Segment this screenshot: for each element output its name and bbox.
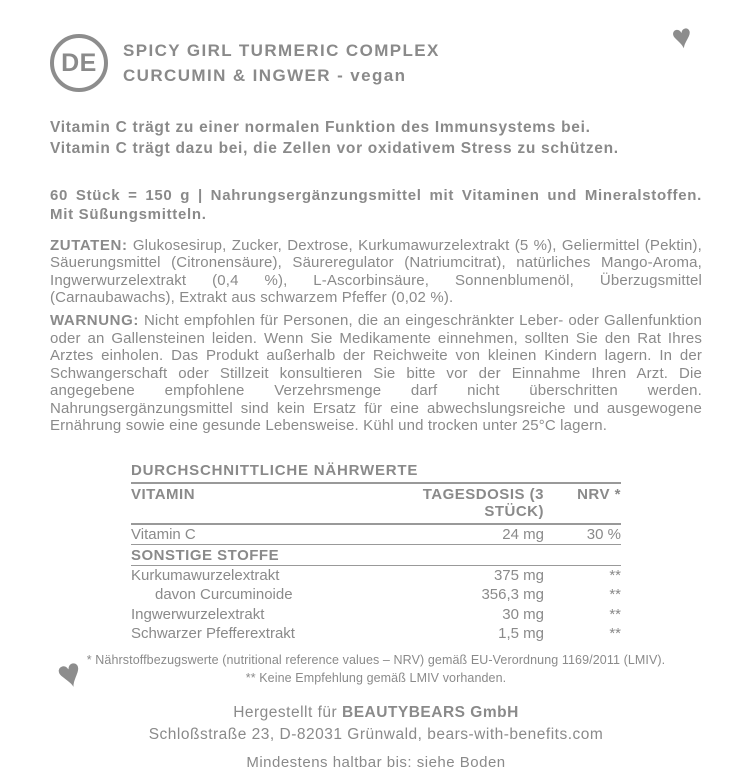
- warning-paragraph: [50, 312, 702, 435]
- company-name: BEAUTYBEARS GmbH: [342, 704, 519, 722]
- table-section-other-substances: SONSTIGE STOFFE: [131, 545, 621, 566]
- ingredients-paragraph: [50, 237, 702, 307]
- manufacturer-line: [50, 702, 702, 724]
- nutrient-nrv: **: [609, 624, 621, 642]
- footnote-no-recommendation: ** Keine Empfehlung gemäß LMIV vorhanden.: [245, 670, 507, 685]
- product-title: SPICY GIRL TURMERIC COMPLEX: [123, 40, 440, 60]
- nutrient-label: Ingwerwurzelextrakt: [131, 605, 265, 623]
- nutrient-nrv: **: [609, 586, 621, 604]
- heart-icon-bottom-left: ♥: [52, 649, 88, 699]
- table-row-ginger: [131, 605, 621, 624]
- ingredients-text: Glukosesirup, Zucker, Dextrose, Kurkumawurzelextrakt (5 %), Geliermittel (Pektin), Säuerungsmittel (Citronensäure), Säureregulator (Natriumcitrat), natürliches Mango-Aroma, Ingwerwurzelextrakt (0,4 %), L-Ascorbinsäure, Sonnenblumenöl, Überzugsmittel (Carnaubawachs), Extrakt aus schwarzem Pfeffer (0,02 %).: [50, 236, 702, 307]
- nutrient-label: Schwarzer Pfefferextrakt: [131, 624, 295, 642]
- column-header-vitamin: VITAMIN: [131, 486, 196, 504]
- language-badge-de: DE: [50, 34, 108, 92]
- table-row-vitamin-c: [131, 525, 621, 545]
- pack-info-line-1: 60 Stück = 150 g | Nahrungsergänzungsmittel mit Vitaminen und Mineralstoffen.: [50, 186, 702, 204]
- best-before-line: Mindestens haltbar bis: siehe Boden: [246, 754, 506, 772]
- address-line: Schloßstraße 23, D-82031 Grünwald, bears-with-benefits.com: [148, 725, 604, 743]
- nutrient-dose: 1,5 mg: [498, 624, 544, 642]
- label-header: [50, 34, 702, 92]
- nutrition-table-header-row: [131, 484, 621, 525]
- nutrient-label: Vitamin C: [131, 525, 196, 543]
- nutrient-label: davon Curcuminoide: [155, 586, 293, 604]
- table-row-curcuminoids: [131, 585, 621, 604]
- column-header-nrv: NRV *: [577, 486, 621, 504]
- table-row-turmeric: [131, 566, 621, 585]
- pack-info: [50, 186, 702, 225]
- footnote-nrv: * Nährstoffbezugswerte (nutritional reference values – NRV) gemäß EU-Verordnung 1169/2011 (LMIV).: [86, 653, 666, 668]
- ingredients-label: ZUTATEN:: [50, 236, 128, 254]
- nutrient-nrv: 30 %: [586, 525, 621, 543]
- table-footnotes: [50, 652, 702, 687]
- nutrient-nrv: **: [609, 605, 621, 623]
- nutrient-dose: 30 mg: [502, 605, 544, 623]
- health-claims: [50, 118, 702, 160]
- nutrient-label: Kurkumawurzelextrakt: [131, 567, 280, 585]
- warning-text: Nicht empfohlen für Personen, die an eingeschränkter Leber- oder Gallenfunktion oder an Gallensteinen leiden. Wenn Sie Medikamente einnehmen, sollten Sie den Rat Ihres Arztes einholen. Das Produkt außerhalb der Reichweite von kleinen Kindern lagern. In der Schwangerschaft oder Stillzeit konsultieren Sie bitte vor der Einnahme Ihren Arzt. Die angegebene empfohlene Verzehrsmenge darf nicht überschritten werden. Nahrungsergänzungsmittel sind kein Ersatz für eine abwechslungsreiche und ausgewogene Ernährung sowie eine gesunde Lebensweise. Kühl und trocken unter 25°C lagern.: [50, 312, 702, 435]
- table-row-black-pepper: [131, 624, 621, 643]
- product-title-block: [123, 38, 440, 89]
- nutrient-nrv: **: [609, 567, 621, 585]
- product-subtitle: CURCUMIN & INGWER - vegan: [123, 66, 407, 85]
- claim-line-2: Vitamin C trägt dazu bei, die Zellen vor oxidativem Stress zu schützen.: [50, 139, 619, 157]
- nutrient-dose: 356,3 mg: [481, 586, 544, 604]
- made-for-text: Hergestellt für: [233, 704, 342, 722]
- nutrient-dose: 24 mg: [502, 525, 544, 543]
- nutrition-table-title: DURCHSCHNITTLICHE NÄHRWERTE: [131, 462, 621, 484]
- nutrition-table: [131, 462, 621, 643]
- warning-label: WARNUNG:: [50, 312, 139, 330]
- manufacturer-footer: [50, 702, 702, 773]
- column-header-dose: TAGESDOSIS (3 STÜCK): [422, 486, 544, 521]
- heart-icon-top-right: ♥: [669, 16, 695, 58]
- nutrient-dose: 375 mg: [493, 567, 544, 585]
- claim-line-1: Vitamin C trägt zu einer normalen Funktion des Immunsystems bei.: [50, 119, 591, 136]
- pack-info-line-2: Mit Süßungsmitteln.: [50, 206, 207, 224]
